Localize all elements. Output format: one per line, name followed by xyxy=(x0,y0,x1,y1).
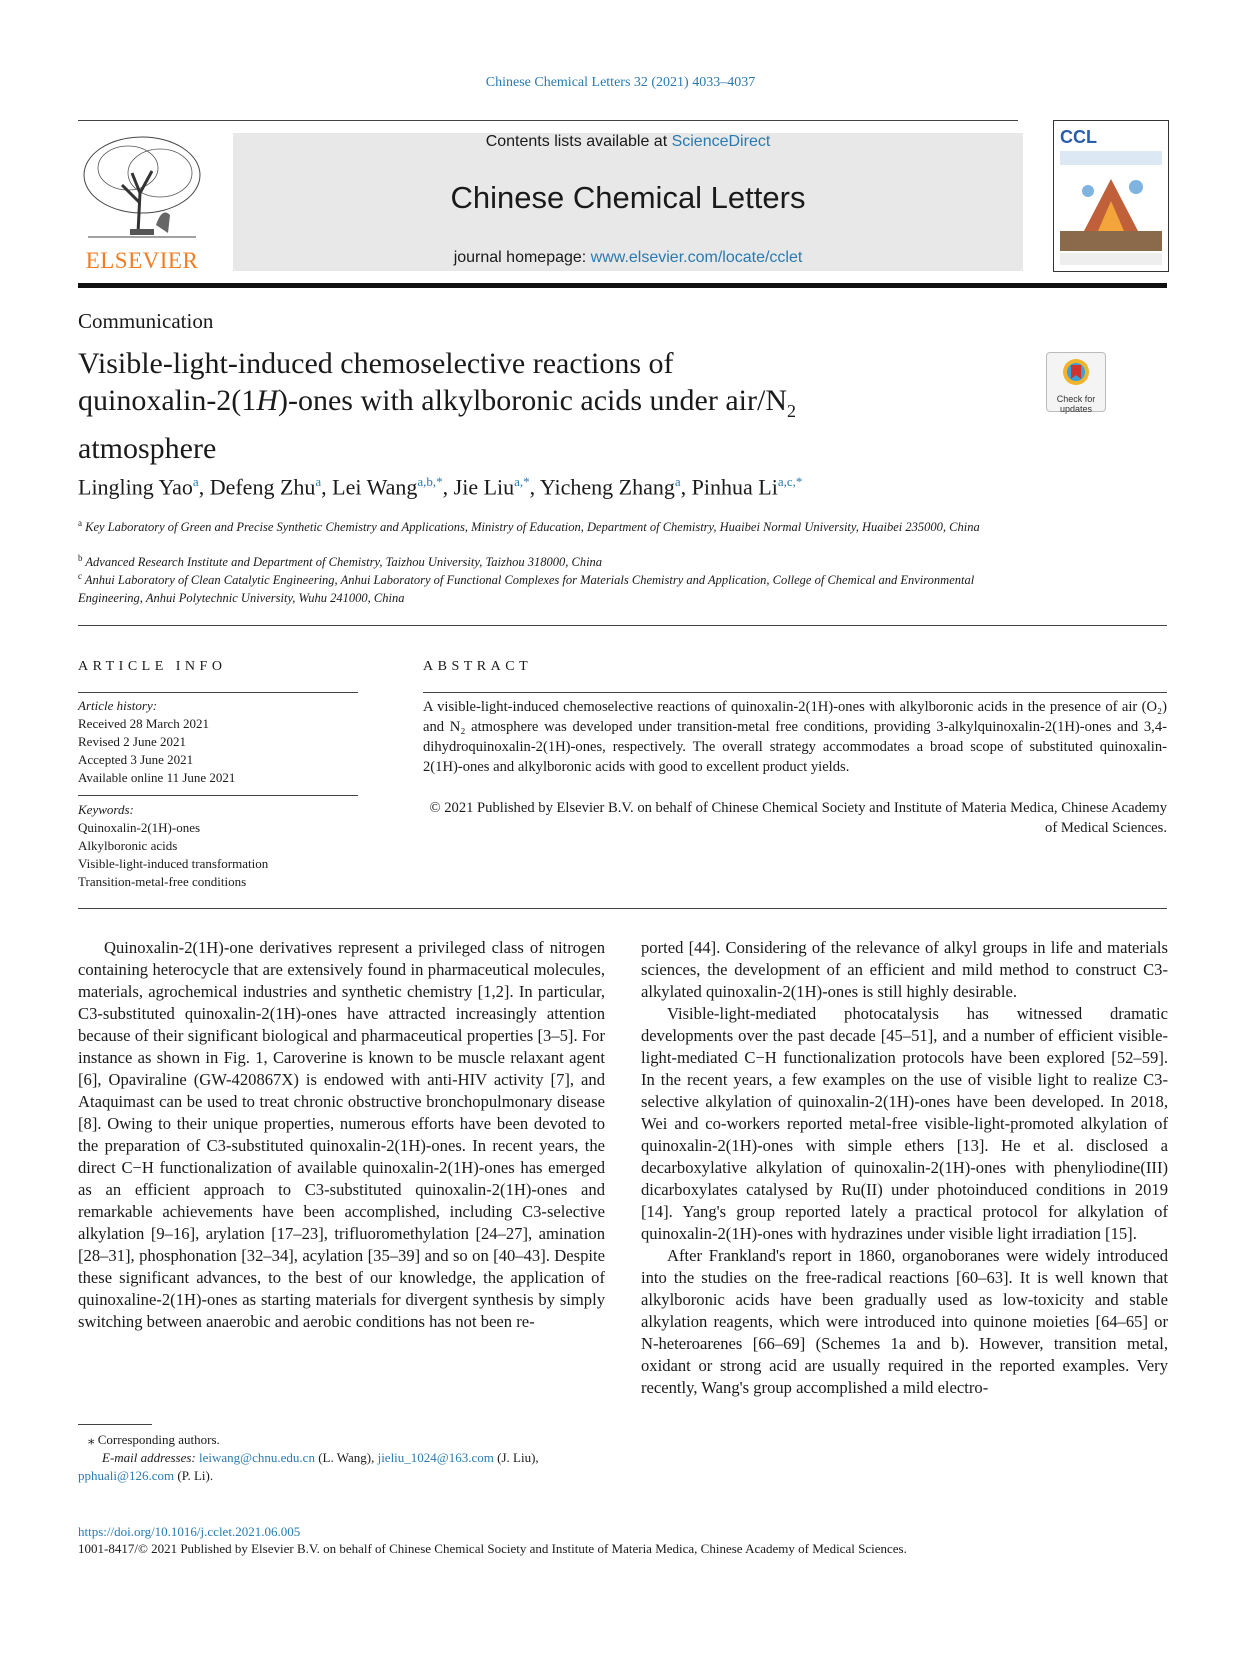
homepage-link[interactable]: www.elsevier.com/locate/cclet xyxy=(590,249,803,266)
elsevier-wordmark: ELSEVIER xyxy=(85,248,199,273)
info-divider xyxy=(78,692,358,693)
author-affiliation-mark[interactable]: a xyxy=(315,474,322,489)
contents-available-line: Contents lists available at ScienceDirect xyxy=(485,133,771,150)
author-affiliation-mark[interactable]: a xyxy=(674,474,681,489)
history-online: Available online 11 June 2021 xyxy=(78,770,236,785)
affiliation-c: $^c$ Anhui Laboratory of Clean Catalytic Engineering, Anhui Laboratory of Functional Complexes for Materials Chemistry and Application, College of Chemical and Environmental Engineering, Anhui Polytechnic University, Wuhu 241000, China xyxy=(78,571,975,606)
footnote-divider xyxy=(78,1424,152,1425)
email-link[interactable]: jieliu_1024@163.com xyxy=(377,1450,494,1465)
journal-reference[interactable]: Chinese Chemical Letters 32 (2021) 4033–4037 xyxy=(485,75,756,90)
body-paragraph: ported [44]. Considering of the relevance of alkyl groups in life and materials sciences, the development of an efficient and mild method to construct C3-alkylated quinoxalin-2(1H)-ones is still highly desirable. xyxy=(641,938,1168,1001)
body-paragraph: Visible-light-mediated photocatalysis has witnessed dramatic developments over the past decade [45–51], and a number of efficient visible-light-mediated C−H functionalization protocols have been explored [52–59]. In the recent years, a few examples on the use of visible light to realize C3-selective alkylation of quinoxalin-2(1H)-ones have been developed. In 2018, Wei and co-workers reported metal-free visible-light-promoted alkylation of quinoxalin-2(1H)-ones with simple ethers [13]. He et al. disclosed a decarboxylative alkylation of quinoxalin-2(1H)-ones with phenyliodine(III) dicarboxylates catalysed by Ru(II) under photoinduced conditions in 2019 [14]. Yang's group reported lately a practical protocol for alkylation of quinoxalin-2(1H)-ones with hydrazines under visible light irradiation [15]. xyxy=(641,1004,1168,1243)
abstract-divider xyxy=(423,692,1167,693)
author-affiliation-mark[interactable]: a xyxy=(192,474,199,489)
header-divider xyxy=(78,120,1018,121)
keyword-item: Quinoxalin-2(1H)-ones xyxy=(78,820,201,835)
corresponding-footnote: ⁎ Corresponding authors. E-mail addresses: leiwang@chnu.edu.cn (L. Wang), jieliu_1024@163.com (J. Liu), pphuali@126.com (P. Li). xyxy=(78,1431,605,1485)
affiliation-a: $^a$ Key Laboratory of Green and Precise Synthetic Chemistry and Applications, Ministry of Education, Department of Chemistry, Huaibei Normal University, Huaibei 235000, China xyxy=(78,518,980,535)
author-name[interactable]: Jie Liu xyxy=(453,474,515,500)
history-revised: Revised 2 June 2021 xyxy=(78,734,186,749)
article-title: Visible-light-induced chemoselective reactions of quinoxalin-2(1H)-ones with alkylboronic acids under air/$N_2$ atmosphere xyxy=(78,347,797,465)
author-name[interactable]: Defeng Zhu xyxy=(209,474,316,500)
author-affiliation-mark[interactable]: a,b,* xyxy=(417,474,443,489)
body-paragraph: After Frankland's report in 1860, organoboranes were widely introduced into the studies on the free-radical reactions [60–63]. It is well known that alkylboronic acids have been gradually used as low-toxicity and stable alkylation reagents, which were introduced into quinone moieties [64–65] or N-heteroarenes [66–69] (Schemes 1a and b). However, transition metal, oxidant or strong acid are usually required in the reported examples. Very recently, Wang's group accomplished a mild electro- xyxy=(641,1246,1168,1397)
author-name[interactable]: Pinhua Li xyxy=(691,474,778,500)
issn-copyright-line: 1001-8417/© 2021 Published by Elsevier B.V. on behalf of Chinese Chemical Society and Institute of Materia Medica, Chinese Academy of Medical Sciences. xyxy=(78,1541,907,1556)
article-info-heading: ARTICLE INFO xyxy=(78,659,227,674)
affiliation-b: $^b$ Advanced Research Institute and Department of Chemistry, Taizhou University, Taizhou 318000, China xyxy=(78,553,603,570)
doi-link[interactable]: https://doi.org/10.1016/j.cclet.2021.06.005 xyxy=(78,1524,301,1539)
author-name[interactable]: Lingling Yao xyxy=(78,474,193,500)
email-link[interactable]: leiwang@chnu.edu.cn xyxy=(199,1450,315,1465)
email-link[interactable]: pphuali@126.com xyxy=(78,1468,175,1483)
author-list: Lingling Yao$^a$, Defeng Zhu$^a$, Lei Wang$^{a,b,*}$, Jie Liu$^{a,*}$, Yicheng Zhang$^a$, Pinhua $Li^{a,c,*}$ xyxy=(78,474,803,500)
keywords-list: Keywords: Quinoxalin-2(1H)-ones Alkylboronic acids Visible-light-induced transformation Transition-metal-free conditions xyxy=(78,802,269,889)
body-column-right xyxy=(641,937,1168,1399)
history-accepted: Accepted 3 June 2021 xyxy=(78,752,194,767)
author-name[interactable]: Lei Wang xyxy=(332,474,418,500)
check-updates-icon xyxy=(1047,353,1105,389)
keywords-divider xyxy=(78,795,358,796)
body-column-left xyxy=(78,937,605,1333)
affiliation-divider xyxy=(78,625,1167,626)
body-paragraph: Quinoxalin-2(1H)-one derivatives represent a privileged class of nitrogen containing heterocycle that are extensively found in pharmaceutical molecules, materials, agrochemical industries and synthetic chemistry [1,2]. In particular, C3-substituted quinoxalin-2(1H)-ones have attracted increasingly attention because of their significant biological and pharmaceutical properties [3–5]. For instance as shown in Fig. 1, Caroverine is known to be muscle relaxant agent [6], Opaviraline (GW-420867X) is endowed with anti-HIV activity [7], and Ataquimast can be used to treat chronic obstructive bronchopulmonary disease [8]. Owing to their unique properties, numerous efforts have been devoted to the preparation of C3-substituted quinoxalin-2(1H)-ones. In recent years, the direct C−H functionalization of available quinoxalin-2(1H)-ones has emerged as an efficient approach to C3-substituted quinoxalin-2(1H)-ones and remarkable achievements have been accomplished, including C3-selective alkylation [9–16], arylation [17–23], trifluoromethylation [24–27], amination [28–31], phosphonation [32–34], acylation [35–39] and so on [40–43]. Despite these significant advances, to the best of our knowledge, the application of quinoxaline-2(1H)-ones as starting materials for divergent synthesis by simply switching between anaerobic and aerobic conditions has not been re- xyxy=(78,938,605,1331)
abstract-bottom-divider xyxy=(78,908,1167,909)
journal-homepage-line: journal homepage: www.elsevier.com/locate/cclet xyxy=(453,249,803,266)
article-type-label: Communication xyxy=(78,309,214,333)
author-affiliation-mark[interactable]: a,* xyxy=(514,474,530,489)
article-history: Article history: Received 28 March 2021 Revised 2 June 2021 Accepted 3 June 2021 Available online 11 June 2021 xyxy=(78,698,236,785)
keyword-item: Alkylboronic acids xyxy=(78,838,178,853)
cover-title: CCL xyxy=(1060,127,1097,147)
check-for-updates-badge[interactable] xyxy=(1046,352,1106,412)
check-updates-label: Check for updates xyxy=(1056,394,1096,414)
keyword-item: Transition-metal-free conditions xyxy=(78,874,247,889)
author-name[interactable]: Yicheng Zhang xyxy=(539,474,675,500)
abstract-copyright: © 2021 Published by Elsevier B.V. on behalf of Chinese Chemical Society and Institute of Materia Medica, Chinese Academy of Medical Sciences. xyxy=(429,800,1167,836)
abstract-heading: ABSTRACT xyxy=(423,659,533,674)
history-received: Received 28 March 2021 xyxy=(78,716,210,731)
corresponding-note: ⁎ Corresponding authors. xyxy=(88,1432,220,1447)
header-thick-rule xyxy=(78,283,1167,288)
journal-cover-thumbnail[interactable] xyxy=(1053,120,1169,272)
keyword-item: Visible-light-induced transformation xyxy=(78,856,269,871)
author-affiliation-mark[interactable]: a,c,* xyxy=(777,474,803,489)
journal-name: Chinese Chemical Letters xyxy=(450,180,806,215)
abstract-text: A visible-light-induced chemoselective reactions of quinoxalin-2(1H)-ones with alkylboronic acids in the presence of air (O₂) and N₂ atmosphere was developed under transition-metal free conditions, providing 3-alkylquinoxalin-2(1H)-ones and 3,4-dihydroquinoxalin-2(1H)-ones, respectively. The overall strategy accommodates a broad scope of substituted quinoxalin-2(1H)-ones and alkylboronic acids with good to excellent product yields. xyxy=(423,699,1167,775)
sciencedirect-link[interactable]: ScienceDirect xyxy=(671,133,771,150)
